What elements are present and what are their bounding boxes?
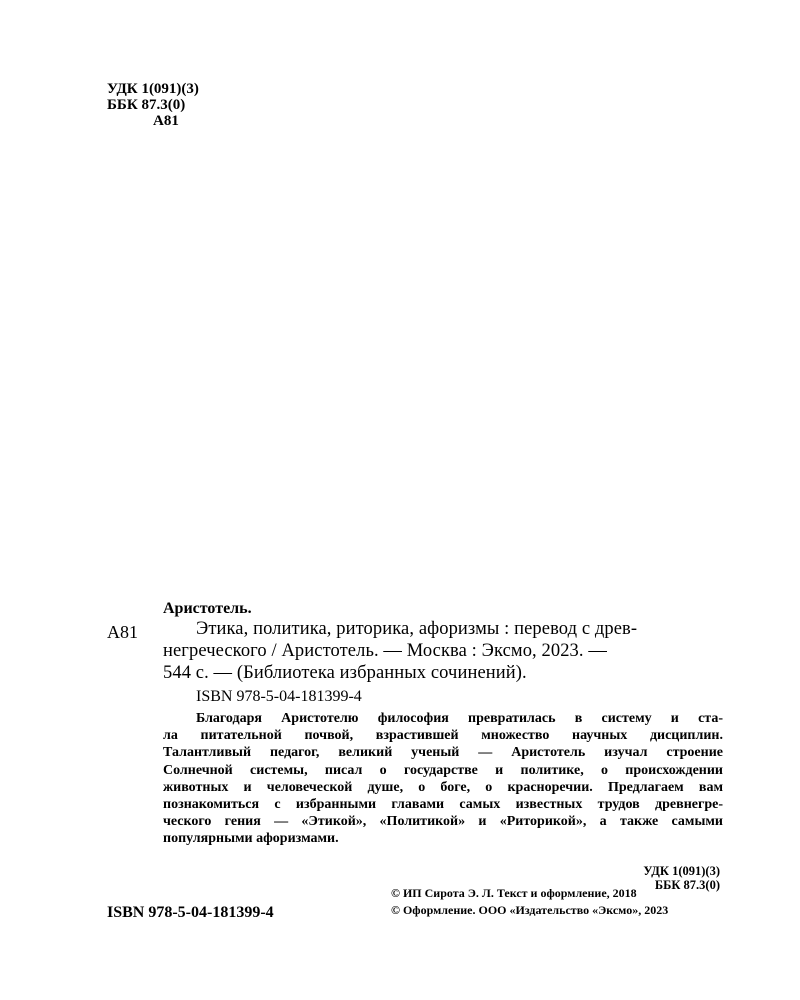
annotation-line: Солнечной системы, писал о государстве и политике, о происхождении (163, 762, 723, 778)
footer-copyright-design: © Оформление. ООО «Издательство «Эксмо», 2023 (391, 903, 669, 917)
annotation-bbk: ББК 87.3(0) (654, 878, 720, 892)
entry-side-code: А81 (107, 622, 138, 642)
entry-isbn: ISBN 978-5-04-181399-4 (196, 688, 362, 705)
footer-isbn: ISBN 978-5-04-181399-4 (107, 904, 274, 921)
entry-title-line: 544 с. — (Библиотека избранных сочинений). (163, 663, 527, 683)
entry-title-line: Этика, политика, риторика, афоризмы : перевод с древ- (196, 619, 638, 639)
annotation-line: популярными афоризмами. (163, 831, 339, 847)
entry-author: Аристотель. (163, 600, 252, 617)
header-udk: УДК 1(091)(3) (107, 81, 199, 97)
entry-title-line: негреческого / Аристотель. — Москва : Эксмо, 2023. — (163, 641, 607, 661)
annotation-line: ла питательной почвой, взрастившей множество научных дисциплин. (163, 728, 723, 744)
annotation-udk: УДК 1(091)(3) (643, 864, 720, 878)
footer-copyright-text: © ИП Сирота Э. Л. Текст и оформление, 2018 (391, 886, 637, 900)
annotation-line: познакомиться с избранными главами самых известных трудов древнегре- (163, 797, 723, 813)
annotation-line: Благодаря Аристотелю философия превратилась в систему и ста- (196, 711, 723, 726)
annotation-line: Талантливый педагог, великий ученый — Аристотель изучал строение (163, 745, 723, 761)
header-author-code: А81 (153, 113, 179, 129)
annotation-line: ческого гения — «Этикой», «Политикой» и «Риторикой», а также самыми (163, 814, 723, 830)
annotation-line: животных и человеческой душе, о боге, о красноречии. Предлагаем вам (163, 779, 723, 795)
annotation-text (163, 710, 723, 848)
header-bbk: ББК 87.3(0) (107, 97, 186, 113)
